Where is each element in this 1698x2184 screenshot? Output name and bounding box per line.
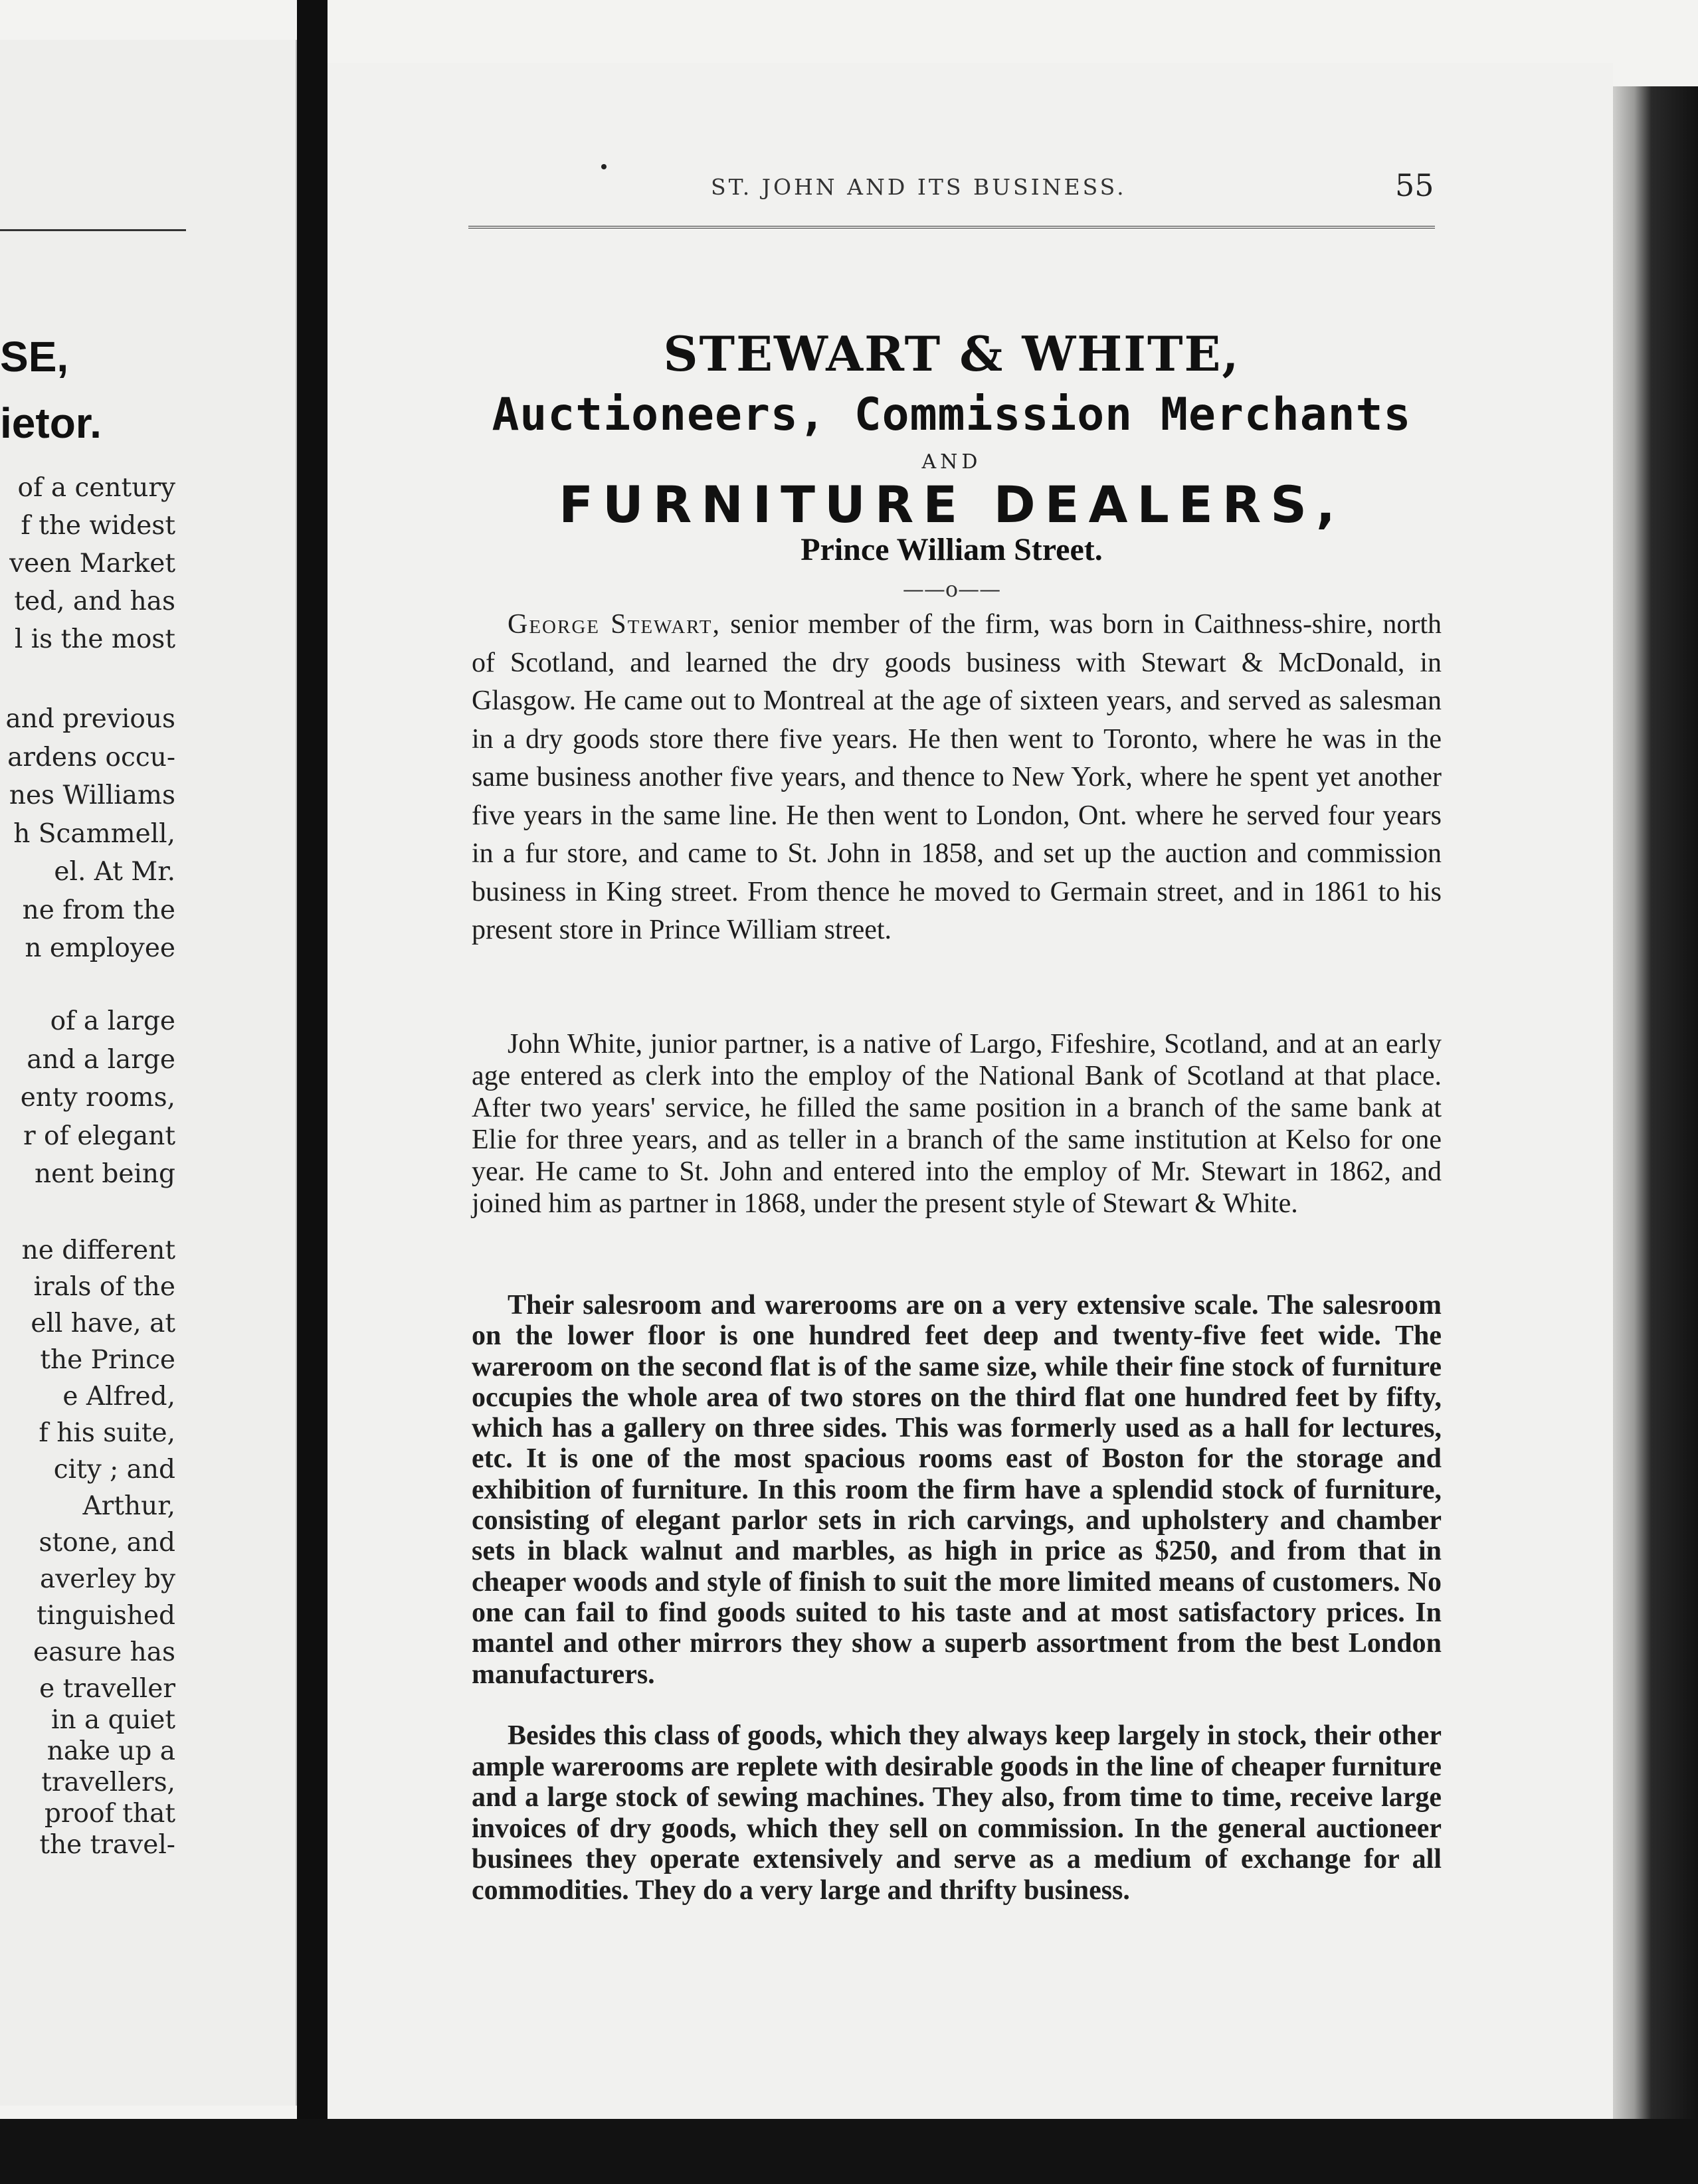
facing-page-line: travellers, bbox=[41, 1768, 175, 1797]
facing-page-line: e Alfred, bbox=[62, 1382, 175, 1411]
page-number: 55 bbox=[1395, 167, 1434, 203]
paragraph-goods bbox=[472, 1720, 1442, 1906]
book-gutter bbox=[297, 0, 328, 2184]
facing-page-line: and a large bbox=[27, 1044, 175, 1075]
facing-page-line: the travel- bbox=[39, 1830, 175, 1860]
facing-page-line: r of elegant bbox=[23, 1121, 175, 1151]
header-dot bbox=[601, 164, 607, 169]
paragraph-white bbox=[472, 1028, 1442, 1220]
facing-page-line: veen Market bbox=[9, 549, 175, 579]
facing-page-line: irals of the bbox=[33, 1272, 175, 1302]
facing-page-line: n employee bbox=[25, 933, 175, 963]
facing-page-line: tinguished bbox=[37, 1601, 175, 1631]
facing-page-line: ne from the bbox=[22, 895, 175, 925]
facing-page-line: nake up a bbox=[47, 1736, 175, 1766]
header-rule bbox=[468, 226, 1435, 228]
facing-page-line: f the widest bbox=[21, 511, 175, 541]
facing-page-line: ell have, at bbox=[31, 1309, 175, 1338]
facing-page-line: Arthur, bbox=[82, 1491, 175, 1521]
facing-page-line: enty rooms, bbox=[20, 1083, 175, 1113]
paragraph-text: senior member of the firm, was born in Caithness-shire, north of Scotland, and learned the dry goods business with Stewart & McDonald, in Glasgow. He came out to Montreal at the age of sixteen years, and served as salesman in a dry goods store there five years. He then went to Toronto, where he was in the same business another five years, and thence to New York, where he spent yet another five years in the same line. He then went to London, Ont. where he served four years in a fur store, and came to St. John in 1858, and set up the auction and commission business in King street. From thence he moved to Germain street, and in 1861 to his present store in Prince William street. bbox=[472, 609, 1442, 945]
facing-page-line: nent being bbox=[35, 1159, 175, 1189]
facing-page-line: averley by bbox=[40, 1564, 175, 1594]
facing-page-line: nes Williams bbox=[9, 780, 175, 810]
article-address: Prince William Street. bbox=[801, 532, 1103, 567]
scan-bottom-edge bbox=[0, 2119, 1698, 2184]
facing-page-line: in a quiet bbox=[51, 1705, 175, 1735]
paragraph-text: Their salesroom and warerooms are on a very extensive scale. The salesroom on the lower floor is one hundred feet deep and twenty-five feet wide. The wareroom on the second flat is of the same size, while their fine stock of furniture occupies the whole area of two stores on the third flat one hundred feet by fifty, which has a gallery on three sides. This was formerly used as a hall for lectures, etc. It is one of the most spacious rooms east of Boston for the storage and exhibition of furniture. In this room the firm have a splendid stock of furniture, consisting of elegant parlor sets in rich carvings, and upholstery and chamber sets in black walnut and marbles, as high in price as $250, and from that in cheaper woods and style of finish to suit the more limited means of customers. No one can fail to find goods suited to his taste and at most satisfactory prices. In mantel and other mirrors they show a superb assortment from the best London manufacturers. bbox=[472, 1290, 1442, 1690]
article-and: AND bbox=[921, 450, 982, 474]
facing-page-line: stone, and bbox=[39, 1528, 175, 1558]
article-subtitle: Auctioneers, Commission Merchants bbox=[492, 389, 1412, 441]
facing-page-line: ne different bbox=[21, 1235, 175, 1265]
facing-page-line: proof that bbox=[44, 1799, 175, 1829]
facing-page-title-fragment: SE, bbox=[0, 333, 69, 381]
article-divider: ——o—— bbox=[902, 577, 1001, 602]
facing-page-line: h Scammell, bbox=[13, 818, 175, 849]
paragraph-lead-name: George Stewart, bbox=[508, 609, 721, 640]
paragraph-text: John White, junior partner, is a native of Largo, Fifeshire, Scotland, and at an early age entered as clerk into the employ of the National Bank of Scotland at that place. After two years' service, he filled the same position in a branch of the same bank at Elie for three years, and as teller in a branch of the same institution at Kelso for one year. He came to St. John and entered into the employ of Mr. Stewart in 1862, and joined him as partner in 1868, under the present style of Stewart & White. bbox=[472, 1029, 1442, 1219]
paragraph-salesroom bbox=[472, 1290, 1442, 1690]
facing-page-line: city ; and bbox=[53, 1455, 175, 1485]
facing-page-subtitle-fragment: ietor. bbox=[0, 399, 102, 447]
paragraph-stewart bbox=[472, 606, 1442, 950]
facing-page-rule bbox=[0, 229, 186, 231]
facing-page-line: easure has bbox=[33, 1637, 175, 1667]
article-dealers-heading: FURNITURE DEALERS, bbox=[559, 475, 1345, 534]
facing-page-line: f his suite, bbox=[39, 1418, 175, 1448]
facing-page-line: the Prince bbox=[40, 1345, 175, 1375]
running-head: ST. JOHN AND ITS BUSINESS. bbox=[711, 174, 1127, 200]
facing-page-line: l is the most bbox=[14, 624, 175, 654]
facing-page-line: and previous bbox=[5, 704, 175, 734]
facing-page-line: el. At Mr. bbox=[54, 857, 175, 887]
paragraph-text: Besides this class of goods, which they always keep largely in stock, their other ample warerooms are replete with desirable goods in the line of cheaper furniture and a large stock of sewing machines. They also, from time to time, receive large invoices of dry goods, which they sell on commission. In the general auctioneer businees they operate extensively and serve as a medium of exchange for all commodities. They do a very large and thrifty business. bbox=[472, 1720, 1442, 1906]
facing-page-line: of a large bbox=[50, 1006, 175, 1036]
article-title: STEWART & WHITE, bbox=[663, 325, 1240, 382]
page-edge bbox=[1613, 86, 1698, 2184]
facing-page-line: ted, and has bbox=[14, 587, 175, 616]
facing-page-line: e traveller bbox=[39, 1674, 175, 1704]
facing-page-line: ardens occu- bbox=[7, 742, 175, 773]
facing-page-line: of a century bbox=[17, 473, 175, 503]
